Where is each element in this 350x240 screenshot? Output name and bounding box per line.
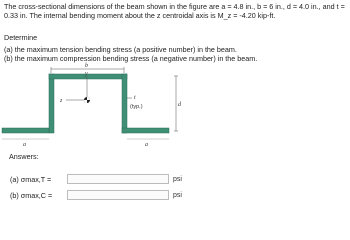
answer-row-compression [10, 189, 182, 201]
answer-row-tension [10, 173, 182, 185]
thickness-callout [127, 95, 143, 110]
sigma-max-tension-input[interactable] [67, 174, 169, 184]
unit-psi-compression: psi [173, 191, 182, 199]
part-b-text: (b) the maximum compression bending stress (a negative number) in the beam. [4, 54, 258, 63]
right-web [122, 74, 127, 133]
dimension-d [174, 76, 182, 131]
label-y: y [85, 71, 88, 77]
problem-statement: The cross-sectional dimensions of the beam shown in the figure are a = 4.8 in., b = 6 in., d = 4.0 in., and t = 0.33 in. The internal bending moment about the z centroidal axis is M_z = -4.20 kip-ft. [4, 2, 345, 20]
bottom-left-flange [2, 128, 49, 133]
sigma-max-compression-label: (b) σmax,C = [10, 190, 53, 200]
label-typ: (typ.) [130, 104, 143, 110]
part-a-text: (a) the maximum tension bending stress (a positive number) in the beam. [4, 45, 237, 54]
z-axis [59, 98, 87, 104]
beam-shape [2, 74, 169, 133]
determine-heading: Determine [4, 33, 38, 42]
label-d: d [178, 102, 181, 108]
label-t: t [134, 95, 136, 101]
left-web [49, 74, 54, 133]
sigma-max-compression-input[interactable] [67, 190, 169, 200]
label-a-left: a [23, 142, 26, 146]
beam-cross-section-figure [0, 62, 350, 146]
y-axis [84, 71, 88, 100]
label-a-right: a [145, 142, 148, 146]
dimension-a-right [127, 139, 169, 146]
centroid-marker [84, 97, 90, 103]
unit-psi-tension: psi [173, 175, 182, 183]
bottom-right-flange [122, 128, 169, 133]
label-z: z [60, 98, 63, 104]
dimension-a-left [2, 139, 49, 146]
sigma-max-tension-label: (a) σmax,T = [10, 174, 52, 184]
label-b: b [85, 63, 88, 69]
answers-heading: Answers: [9, 152, 39, 161]
top-flange [49, 74, 127, 79]
